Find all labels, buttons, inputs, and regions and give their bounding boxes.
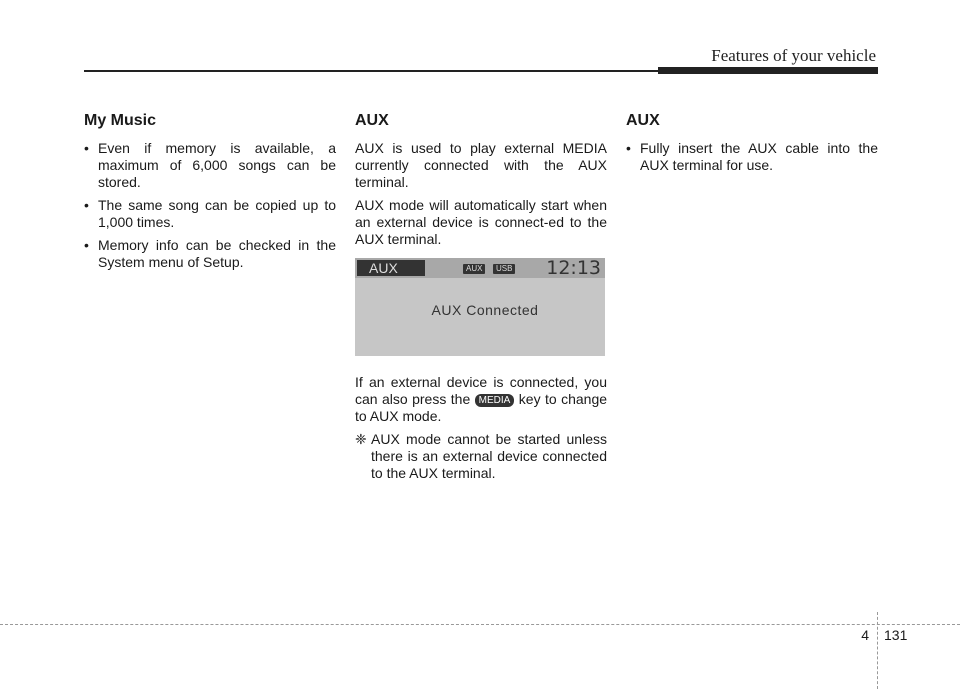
aux-badge: AUX: [463, 264, 485, 274]
column-my-music: [84, 112, 336, 277]
my-music-bullet-list: [84, 140, 336, 271]
media-key-badge: MEDIA: [475, 394, 515, 407]
header-rule: [84, 70, 660, 72]
aux-cable-bullet-list: [626, 140, 878, 174]
bullet-item: • Memory info can be checked in the System menu of Setup.: [84, 237, 336, 271]
screen-message: AUX Connected: [431, 302, 539, 318]
screen-clock: 12:13: [546, 258, 601, 279]
footer-rule: [0, 624, 960, 625]
note-mark-icon: ❈: [355, 431, 367, 447]
note-text: AUX mode cannot be started unless there is an external device connected to the AUX terminal.: [371, 431, 607, 481]
section-heading-aux: AUX: [355, 112, 389, 129]
aux-paragraph: AUX mode will automatically start when an external device is connect-ed to the AUX terminal.: [355, 197, 607, 247]
footer-chapter-number: 4: [861, 627, 869, 643]
section-heading-aux-cable: AUX: [626, 112, 660, 129]
screen-mode-title: AUX: [357, 260, 425, 276]
section-heading-my-music: My Music: [84, 112, 157, 129]
header-rule-accent: [658, 67, 878, 74]
bullet-item: • Even if memory is available, a maximum of 6,000 songs can be stored.: [84, 140, 336, 191]
footer-divider: [877, 612, 878, 689]
bullet-item: • Fully insert the AUX cable into the AUX terminal for use.: [626, 140, 878, 174]
aux-display-screen: [355, 258, 605, 356]
footer-page-number: 131: [884, 627, 908, 643]
aux-paragraph-media: [355, 374, 607, 425]
bullet-item: • The same song can be copied up to 1,000 times.: [84, 197, 336, 231]
aux-paragraph: AUX is used to play external MEDIA currently connected with the AUX terminal.: [355, 140, 607, 190]
page-header-title: Features of your vehicle: [711, 46, 876, 65]
column-aux-cable: [626, 112, 878, 180]
column-aux: [355, 112, 607, 482]
aux-note: [355, 431, 607, 482]
usb-badge: USB: [493, 264, 515, 274]
media-text-after: key to change to AUX mode.: [355, 391, 608, 424]
media-text-before: If an external device is connected, you can also press the: [355, 374, 607, 407]
